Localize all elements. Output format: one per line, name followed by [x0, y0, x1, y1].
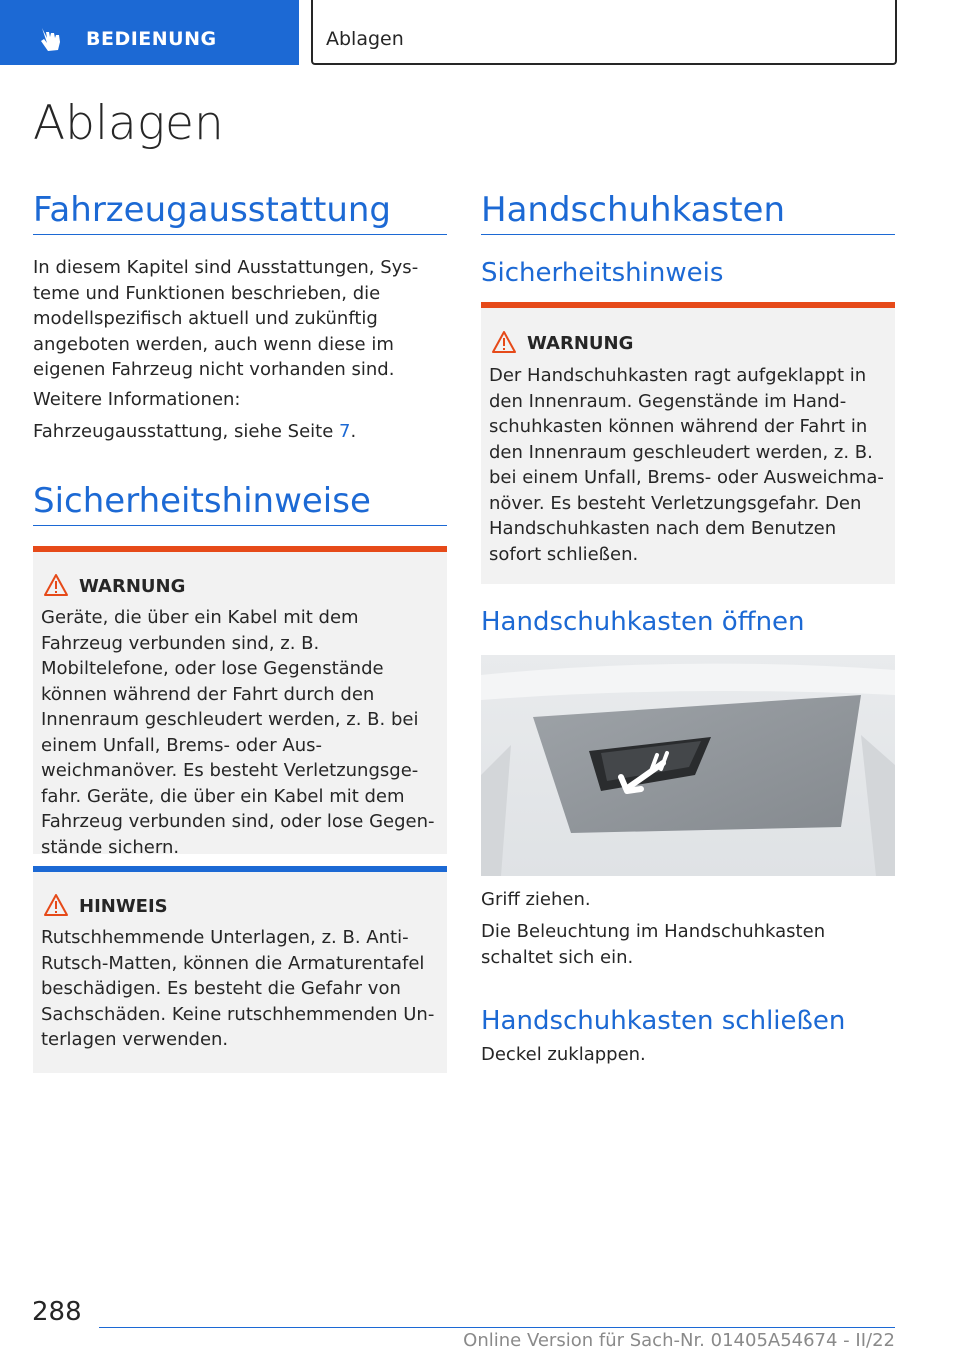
warning-text: Der Handschuhkasten ragt aufgeklappt in den Innenraum. Gegenstände im Handschuhkasten können während der Fahrt in den Innenraum geschleudert werden, z. B. bei einem Unfall, Brems- oder Ausweichmanöver. Es besteht Verletzungsgefahr. Den Handschuhkasten nach dem Benutzen sofort schließen.: [489, 365, 884, 565]
heading-handschuhkasten: Handschuhkasten: [481, 190, 786, 230]
warning-text: Geräte, die über ein Kabel mit dem Fahrzeug verbunden sind, z. B. Mobiltelefone, oder lose Gegenstände können während der Fahrt durch den Innenraum geschleudert werden, z. B. bei einem Unfall, Brems- oder Ausweichmanöver. Es besteht Verletzungsgefahr. Geräte, die über ein Kabel mit dem Fahrzeug verbunden sind, oder lose Gegenstände sichern.: [41, 607, 435, 858]
instruction-deckel: Deckel zuklappen.: [481, 1044, 646, 1065]
section-tab-label: BEDIENUNG: [86, 28, 217, 50]
hint-title: HINWEIS: [79, 896, 168, 917]
footer-rule: [99, 1327, 895, 1328]
heading-oeffnen: Handschuhkasten öffnen: [481, 607, 805, 637]
page-number: 288: [32, 1297, 82, 1327]
warning-title: WARNUNG: [527, 333, 634, 354]
chapter-tab[interactable]: [311, 0, 897, 65]
online-version: Online Version für Sach-Nr. 01405A54674 - II/22: [463, 1330, 895, 1351]
hint-bar: [33, 866, 447, 872]
glovebox-photo: [481, 655, 895, 876]
warning-title: WARNUNG: [79, 576, 186, 597]
page-title: Ablagen: [33, 96, 224, 151]
page-link[interactable]: 7: [339, 421, 351, 442]
hint-text: Rutschhemmende Unterlagen, z. B. Anti-Rutsch-Matten, können die Armaturentafel beschädigen. Es besteht die Gefahr von Sachschäden. Keine rutschhemmenden Unterlagen verwenden.: [41, 927, 435, 1050]
warning-box: [481, 302, 895, 584]
warning-bar: [481, 302, 895, 308]
intro-paragraph: In diesem Kapitel sind Ausstattungen, Systeme und Funktionen beschrieben, die modellspezifisch aktuell und zukünftig angeboten werden, auch wenn diese im eigenen Fahrzeug nicht vorhanden sind.: [33, 257, 419, 380]
warning-bar: [33, 546, 447, 552]
heading-schliessen: Handschuhkasten schließen: [481, 1006, 846, 1036]
instruction-beleuchtung: Die Beleuchtung im Handschuhkasten schaltet sich ein.: [481, 921, 826, 968]
warning-box: [33, 546, 447, 858]
heading-sicherheitshinweise: Sicherheitshinweise: [33, 481, 371, 521]
more-info-label: Weitere Informationen:: [33, 389, 241, 410]
heading-sicherheitshinweis: Sicherheitshinweis: [481, 258, 724, 288]
section-tab[interactable]: [0, 0, 299, 65]
warning-triangle-icon: [491, 330, 517, 354]
chapter-tab-label: Ablagen: [326, 28, 404, 50]
heading-rule: [33, 234, 447, 235]
instruction-griff: Griff ziehen.: [481, 889, 591, 910]
hint-box: [33, 866, 447, 1073]
reference-text: Fahrzeugausstattung, siehe Seite: [33, 421, 339, 442]
hand-pointer-icon: [36, 24, 66, 54]
heading-fahrzeugausstattung: Fahrzeugausstattung: [33, 190, 392, 230]
warning-triangle-icon: [43, 573, 69, 597]
reference-line: [33, 419, 447, 445]
reference-end: .: [350, 421, 357, 442]
warning-triangle-icon: [43, 893, 69, 917]
heading-rule: [33, 525, 447, 526]
heading-rule: [481, 234, 895, 235]
